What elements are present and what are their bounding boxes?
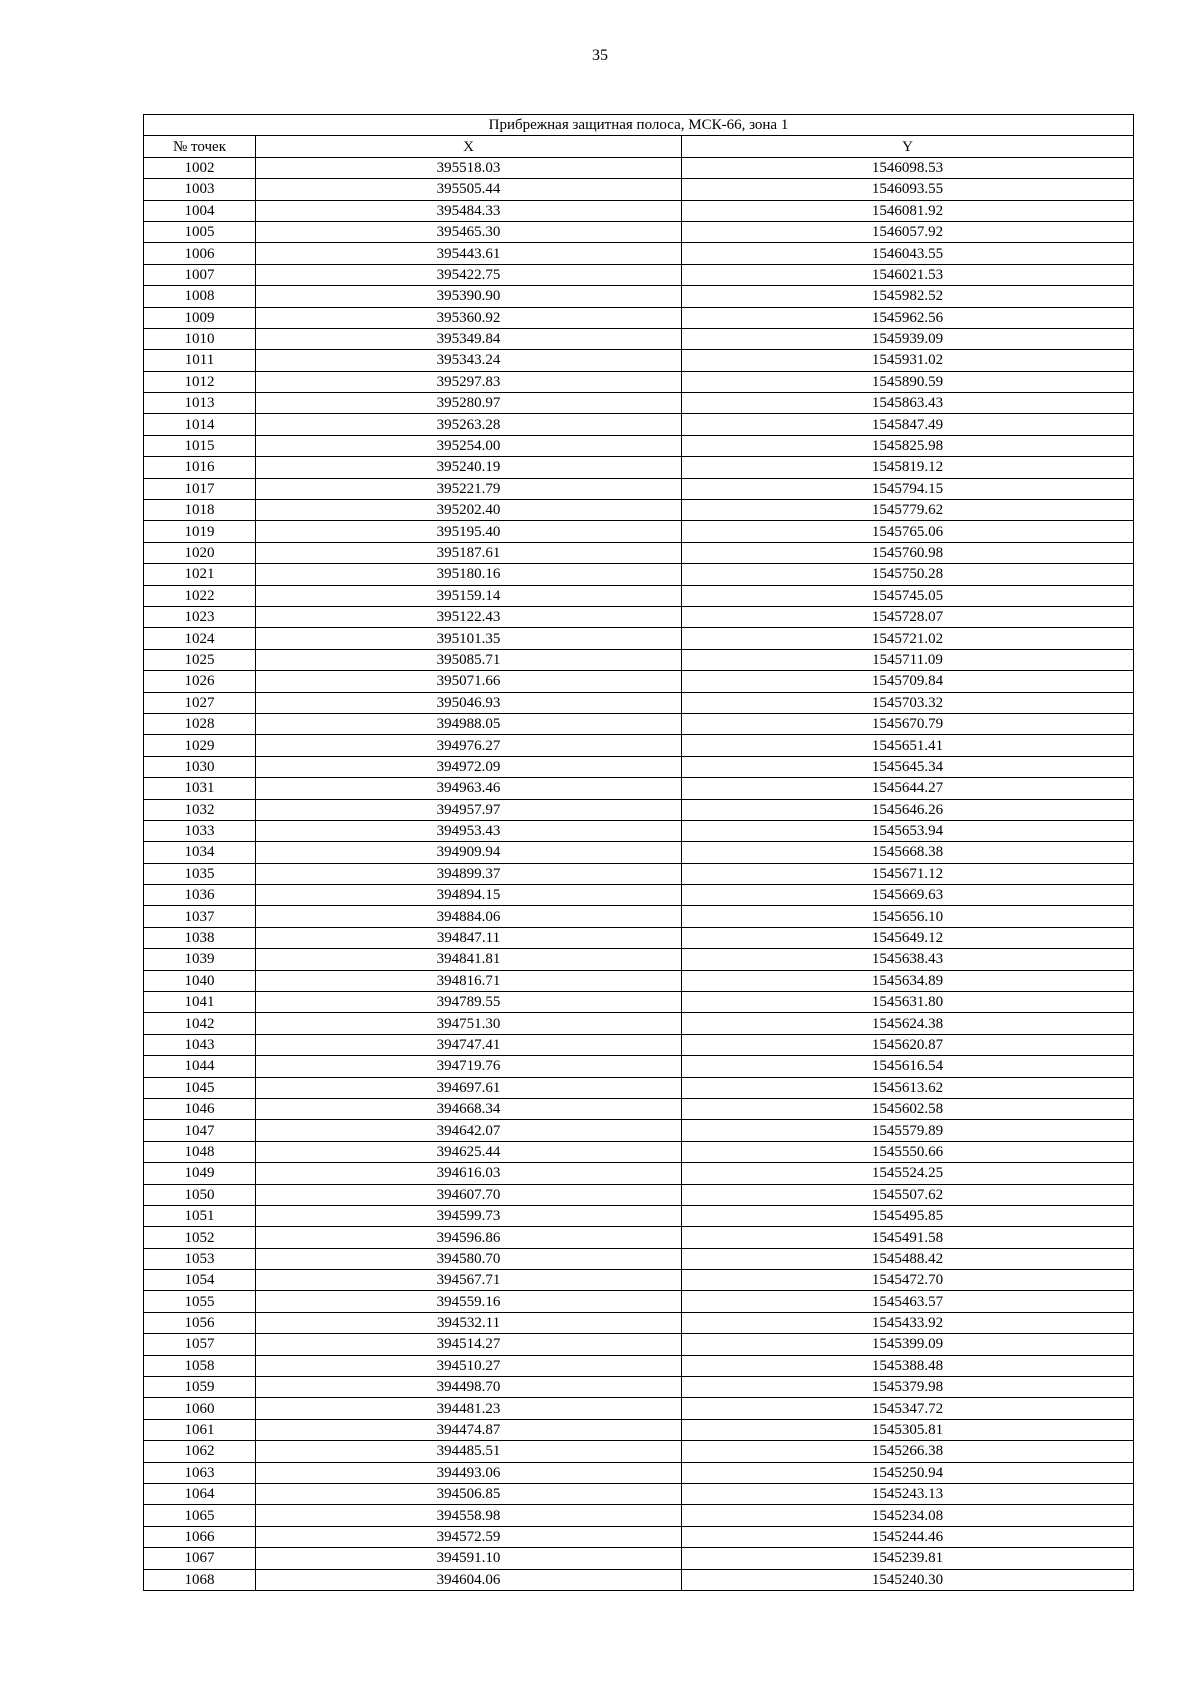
x-cell: 395159.14 [256, 585, 682, 606]
table-row [144, 927, 1134, 948]
table-row [144, 221, 1134, 242]
y-cell: 1545631.80 [682, 992, 1134, 1013]
point-number-cell: 1062 [144, 1441, 256, 1462]
y-cell: 1545703.32 [682, 692, 1134, 713]
y-cell: 1545399.09 [682, 1334, 1134, 1355]
point-number-cell: 1047 [144, 1120, 256, 1141]
table-row [144, 820, 1134, 841]
y-cell: 1546057.92 [682, 221, 1134, 242]
x-cell: 395349.84 [256, 328, 682, 349]
x-cell: 394493.06 [256, 1462, 682, 1483]
table-row [144, 970, 1134, 991]
x-cell: 394567.71 [256, 1270, 682, 1291]
table-row [144, 778, 1134, 799]
point-number-cell: 1052 [144, 1227, 256, 1248]
point-number-cell: 1028 [144, 713, 256, 734]
table-row [144, 735, 1134, 756]
y-cell: 1546093.55 [682, 179, 1134, 200]
table-row [144, 414, 1134, 435]
point-number-cell: 1043 [144, 1034, 256, 1055]
y-cell: 1545656.10 [682, 906, 1134, 927]
x-cell: 394514.27 [256, 1334, 682, 1355]
table-row [144, 1334, 1134, 1355]
y-cell: 1545347.72 [682, 1398, 1134, 1419]
table-row [144, 1526, 1134, 1547]
y-cell: 1545579.89 [682, 1120, 1134, 1141]
y-cell: 1545624.38 [682, 1013, 1134, 1034]
y-cell: 1545819.12 [682, 457, 1134, 478]
y-cell: 1545847.49 [682, 414, 1134, 435]
point-number-cell: 1039 [144, 949, 256, 970]
y-cell: 1545651.41 [682, 735, 1134, 756]
point-number-cell: 1012 [144, 371, 256, 392]
y-cell: 1545550.66 [682, 1141, 1134, 1162]
x-cell: 394616.03 [256, 1163, 682, 1184]
y-cell: 1545825.98 [682, 435, 1134, 456]
table-row [144, 1398, 1134, 1419]
table-row [144, 799, 1134, 820]
x-cell: 395085.71 [256, 649, 682, 670]
point-number-cell: 1034 [144, 842, 256, 863]
table-row [144, 606, 1134, 627]
table-row [144, 585, 1134, 606]
x-cell: 394894.15 [256, 885, 682, 906]
point-number-cell: 1042 [144, 1013, 256, 1034]
point-number-cell: 1024 [144, 628, 256, 649]
x-cell: 394789.55 [256, 992, 682, 1013]
table-row [144, 1462, 1134, 1483]
point-number-cell: 1030 [144, 756, 256, 777]
point-number-cell: 1051 [144, 1205, 256, 1226]
x-cell: 394572.59 [256, 1526, 682, 1547]
x-cell: 395280.97 [256, 393, 682, 414]
table-header-row [144, 136, 1134, 157]
y-cell: 1545620.87 [682, 1034, 1134, 1055]
point-number-cell: 1021 [144, 564, 256, 585]
table-row [144, 1205, 1134, 1226]
y-cell: 1545388.48 [682, 1355, 1134, 1376]
table-row [144, 179, 1134, 200]
point-number-cell: 1035 [144, 863, 256, 884]
point-number-cell: 1007 [144, 264, 256, 285]
y-cell: 1545244.46 [682, 1526, 1134, 1547]
x-cell: 394899.37 [256, 863, 682, 884]
table-row [144, 264, 1134, 285]
x-cell: 394976.27 [256, 735, 682, 756]
x-cell: 395202.40 [256, 500, 682, 521]
table-row [144, 1034, 1134, 1055]
y-cell: 1545488.42 [682, 1248, 1134, 1269]
table-row [144, 521, 1134, 542]
page-number: 35 [592, 47, 608, 64]
table-row [144, 1419, 1134, 1440]
x-cell: 395101.35 [256, 628, 682, 649]
x-cell: 394884.06 [256, 906, 682, 927]
point-number-cell: 1033 [144, 820, 256, 841]
x-cell: 395343.24 [256, 350, 682, 371]
point-number-cell: 1008 [144, 286, 256, 307]
y-cell: 1545613.62 [682, 1077, 1134, 1098]
y-cell: 1545602.58 [682, 1098, 1134, 1119]
point-number-cell: 1066 [144, 1526, 256, 1547]
point-number-cell: 1040 [144, 970, 256, 991]
x-cell: 395505.44 [256, 179, 682, 200]
y-cell: 1545794.15 [682, 478, 1134, 499]
x-cell: 394909.94 [256, 842, 682, 863]
point-number-cell: 1022 [144, 585, 256, 606]
y-cell: 1545646.26 [682, 799, 1134, 820]
table-row [144, 1270, 1134, 1291]
y-cell: 1545779.62 [682, 500, 1134, 521]
y-cell: 1545890.59 [682, 371, 1134, 392]
y-cell: 1545939.09 [682, 328, 1134, 349]
y-cell: 1545982.52 [682, 286, 1134, 307]
x-cell: 394559.16 [256, 1291, 682, 1312]
point-number-cell: 1004 [144, 200, 256, 221]
table-row [144, 564, 1134, 585]
table-row [144, 1355, 1134, 1376]
point-number-cell: 1061 [144, 1419, 256, 1440]
y-cell: 1545250.94 [682, 1462, 1134, 1483]
point-number-cell: 1046 [144, 1098, 256, 1119]
table-row [144, 628, 1134, 649]
y-cell: 1545728.07 [682, 606, 1134, 627]
x-cell: 395122.43 [256, 606, 682, 627]
y-cell: 1546098.53 [682, 157, 1134, 178]
y-cell: 1545524.25 [682, 1163, 1134, 1184]
point-number-cell: 1059 [144, 1377, 256, 1398]
table-row [144, 1441, 1134, 1462]
y-cell: 1545240.30 [682, 1569, 1134, 1590]
table-row [144, 842, 1134, 863]
point-number-cell: 1010 [144, 328, 256, 349]
header-y: Y [682, 136, 1134, 157]
table-row [144, 1248, 1134, 1269]
y-cell: 1545644.27 [682, 778, 1134, 799]
table-row [144, 1013, 1134, 1034]
table-row [144, 328, 1134, 349]
x-cell: 395390.90 [256, 286, 682, 307]
x-cell: 394719.76 [256, 1056, 682, 1077]
y-cell: 1545507.62 [682, 1184, 1134, 1205]
y-cell: 1545669.63 [682, 885, 1134, 906]
table-row [144, 713, 1134, 734]
x-cell: 395465.30 [256, 221, 682, 242]
point-number-cell: 1026 [144, 671, 256, 692]
y-cell: 1545433.92 [682, 1312, 1134, 1333]
table-row [144, 1312, 1134, 1333]
header-x: X [256, 136, 682, 157]
table-row [144, 350, 1134, 371]
table-row [144, 1548, 1134, 1569]
y-cell: 1545638.43 [682, 949, 1134, 970]
point-number-cell: 1054 [144, 1270, 256, 1291]
x-cell: 394485.51 [256, 1441, 682, 1462]
point-number-cell: 1036 [144, 885, 256, 906]
point-number-cell: 1011 [144, 350, 256, 371]
point-number-cell: 1063 [144, 1462, 256, 1483]
x-cell: 394953.43 [256, 820, 682, 841]
table-row [144, 1484, 1134, 1505]
table-row [144, 906, 1134, 927]
point-number-cell: 1037 [144, 906, 256, 927]
x-cell: 395360.92 [256, 307, 682, 328]
x-cell: 394607.70 [256, 1184, 682, 1205]
point-number-cell: 1050 [144, 1184, 256, 1205]
y-cell: 1545491.58 [682, 1227, 1134, 1248]
table-row [144, 1227, 1134, 1248]
x-cell: 394558.98 [256, 1505, 682, 1526]
point-number-cell: 1015 [144, 435, 256, 456]
x-cell: 395221.79 [256, 478, 682, 499]
point-number-cell: 1049 [144, 1163, 256, 1184]
y-cell: 1546021.53 [682, 264, 1134, 285]
point-number-cell: 1064 [144, 1484, 256, 1505]
coordinates-table [143, 114, 1134, 1591]
table-row [144, 1120, 1134, 1141]
table-title-row [144, 115, 1134, 136]
point-number-cell: 1017 [144, 478, 256, 499]
table-row [144, 371, 1134, 392]
table-row [144, 692, 1134, 713]
table-row [144, 157, 1134, 178]
point-number-cell: 1005 [144, 221, 256, 242]
point-number-cell: 1031 [144, 778, 256, 799]
x-cell: 394668.34 [256, 1098, 682, 1119]
y-cell: 1545653.94 [682, 820, 1134, 841]
y-cell: 1545745.05 [682, 585, 1134, 606]
point-number-cell: 1055 [144, 1291, 256, 1312]
y-cell: 1545239.81 [682, 1548, 1134, 1569]
x-cell: 394747.41 [256, 1034, 682, 1055]
x-cell: 394506.85 [256, 1484, 682, 1505]
x-cell: 395187.61 [256, 542, 682, 563]
table-row [144, 1056, 1134, 1077]
x-cell: 395195.40 [256, 521, 682, 542]
point-number-cell: 1016 [144, 457, 256, 478]
x-cell: 394481.23 [256, 1398, 682, 1419]
point-number-cell: 1048 [144, 1141, 256, 1162]
x-cell: 395297.83 [256, 371, 682, 392]
table-row [144, 1184, 1134, 1205]
point-number-cell: 1019 [144, 521, 256, 542]
point-number-cell: 1009 [144, 307, 256, 328]
x-cell: 394474.87 [256, 1419, 682, 1440]
header-point-number: № точек [144, 136, 256, 157]
y-cell: 1545649.12 [682, 927, 1134, 948]
table-row [144, 1077, 1134, 1098]
table-row [144, 992, 1134, 1013]
y-cell: 1545671.12 [682, 863, 1134, 884]
table-row [144, 1098, 1134, 1119]
table-row [144, 286, 1134, 307]
point-number-cell: 1020 [144, 542, 256, 563]
x-cell: 395180.16 [256, 564, 682, 585]
point-number-cell: 1029 [144, 735, 256, 756]
x-cell: 395046.93 [256, 692, 682, 713]
point-number-cell: 1067 [144, 1548, 256, 1569]
y-cell: 1545709.84 [682, 671, 1134, 692]
table-row [144, 1291, 1134, 1312]
point-number-cell: 1058 [144, 1355, 256, 1376]
x-cell: 394604.06 [256, 1569, 682, 1590]
table-row [144, 671, 1134, 692]
point-number-cell: 1057 [144, 1334, 256, 1355]
y-cell: 1545711.09 [682, 649, 1134, 670]
x-cell: 395443.61 [256, 243, 682, 264]
table-row [144, 649, 1134, 670]
x-cell: 394957.97 [256, 799, 682, 820]
table-row [144, 949, 1134, 970]
table-row [144, 1505, 1134, 1526]
table-row [144, 393, 1134, 414]
y-cell: 1545243.13 [682, 1484, 1134, 1505]
x-cell: 394751.30 [256, 1013, 682, 1034]
x-cell: 395484.33 [256, 200, 682, 221]
table-title: Прибрежная защитная полоса, МСК-66, зона 1 [144, 115, 1134, 136]
x-cell: 395422.75 [256, 264, 682, 285]
point-number-cell: 1056 [144, 1312, 256, 1333]
x-cell: 394580.70 [256, 1248, 682, 1269]
table-row [144, 756, 1134, 777]
point-number-cell: 1025 [144, 649, 256, 670]
x-cell: 394841.81 [256, 949, 682, 970]
x-cell: 394847.11 [256, 927, 682, 948]
table-row [144, 1569, 1134, 1590]
table-row [144, 1377, 1134, 1398]
x-cell: 395518.03 [256, 157, 682, 178]
y-cell: 1545721.02 [682, 628, 1134, 649]
x-cell: 394697.61 [256, 1077, 682, 1098]
table-row [144, 200, 1134, 221]
table-row [144, 542, 1134, 563]
table-row [144, 885, 1134, 906]
table-row [144, 478, 1134, 499]
point-number-cell: 1006 [144, 243, 256, 264]
table-row [144, 863, 1134, 884]
x-cell: 394642.07 [256, 1120, 682, 1141]
y-cell: 1545863.43 [682, 393, 1134, 414]
x-cell: 394591.10 [256, 1548, 682, 1569]
x-cell: 395263.28 [256, 414, 682, 435]
point-number-cell: 1018 [144, 500, 256, 521]
point-number-cell: 1053 [144, 1248, 256, 1269]
x-cell: 394625.44 [256, 1141, 682, 1162]
x-cell: 394972.09 [256, 756, 682, 777]
y-cell: 1545266.38 [682, 1441, 1134, 1462]
point-number-cell: 1023 [144, 606, 256, 627]
y-cell: 1545495.85 [682, 1205, 1134, 1226]
y-cell: 1545931.02 [682, 350, 1134, 371]
point-number-cell: 1038 [144, 927, 256, 948]
x-cell: 394963.46 [256, 778, 682, 799]
x-cell: 394599.73 [256, 1205, 682, 1226]
x-cell: 394988.05 [256, 713, 682, 734]
y-cell: 1545634.89 [682, 970, 1134, 991]
point-number-cell: 1014 [144, 414, 256, 435]
y-cell: 1545472.70 [682, 1270, 1134, 1291]
y-cell: 1545463.57 [682, 1291, 1134, 1312]
x-cell: 395071.66 [256, 671, 682, 692]
point-number-cell: 1003 [144, 179, 256, 200]
table-row [144, 1163, 1134, 1184]
point-number-cell: 1002 [144, 157, 256, 178]
y-cell: 1545765.06 [682, 521, 1134, 542]
x-cell: 394816.71 [256, 970, 682, 991]
point-number-cell: 1041 [144, 992, 256, 1013]
point-number-cell: 1068 [144, 1569, 256, 1590]
point-number-cell: 1065 [144, 1505, 256, 1526]
y-cell: 1545760.98 [682, 542, 1134, 563]
point-number-cell: 1032 [144, 799, 256, 820]
point-number-cell: 1027 [144, 692, 256, 713]
point-number-cell: 1060 [144, 1398, 256, 1419]
point-number-cell: 1013 [144, 393, 256, 414]
y-cell: 1545616.54 [682, 1056, 1134, 1077]
y-cell: 1545668.38 [682, 842, 1134, 863]
point-number-cell: 1045 [144, 1077, 256, 1098]
table-row [144, 500, 1134, 521]
x-cell: 394498.70 [256, 1377, 682, 1398]
x-cell: 394532.11 [256, 1312, 682, 1333]
table-row [144, 307, 1134, 328]
y-cell: 1545234.08 [682, 1505, 1134, 1526]
table-row [144, 435, 1134, 456]
y-cell: 1545305.81 [682, 1419, 1134, 1440]
y-cell: 1545962.56 [682, 307, 1134, 328]
y-cell: 1545750.28 [682, 564, 1134, 585]
table-body [144, 157, 1134, 1590]
table-row [144, 243, 1134, 264]
y-cell: 1546081.92 [682, 200, 1134, 221]
y-cell: 1545379.98 [682, 1377, 1134, 1398]
x-cell: 395254.00 [256, 435, 682, 456]
point-number-cell: 1044 [144, 1056, 256, 1077]
x-cell: 394596.86 [256, 1227, 682, 1248]
table-row [144, 1141, 1134, 1162]
y-cell: 1546043.55 [682, 243, 1134, 264]
x-cell: 395240.19 [256, 457, 682, 478]
table-row [144, 457, 1134, 478]
y-cell: 1545645.34 [682, 756, 1134, 777]
x-cell: 394510.27 [256, 1355, 682, 1376]
y-cell: 1545670.79 [682, 713, 1134, 734]
